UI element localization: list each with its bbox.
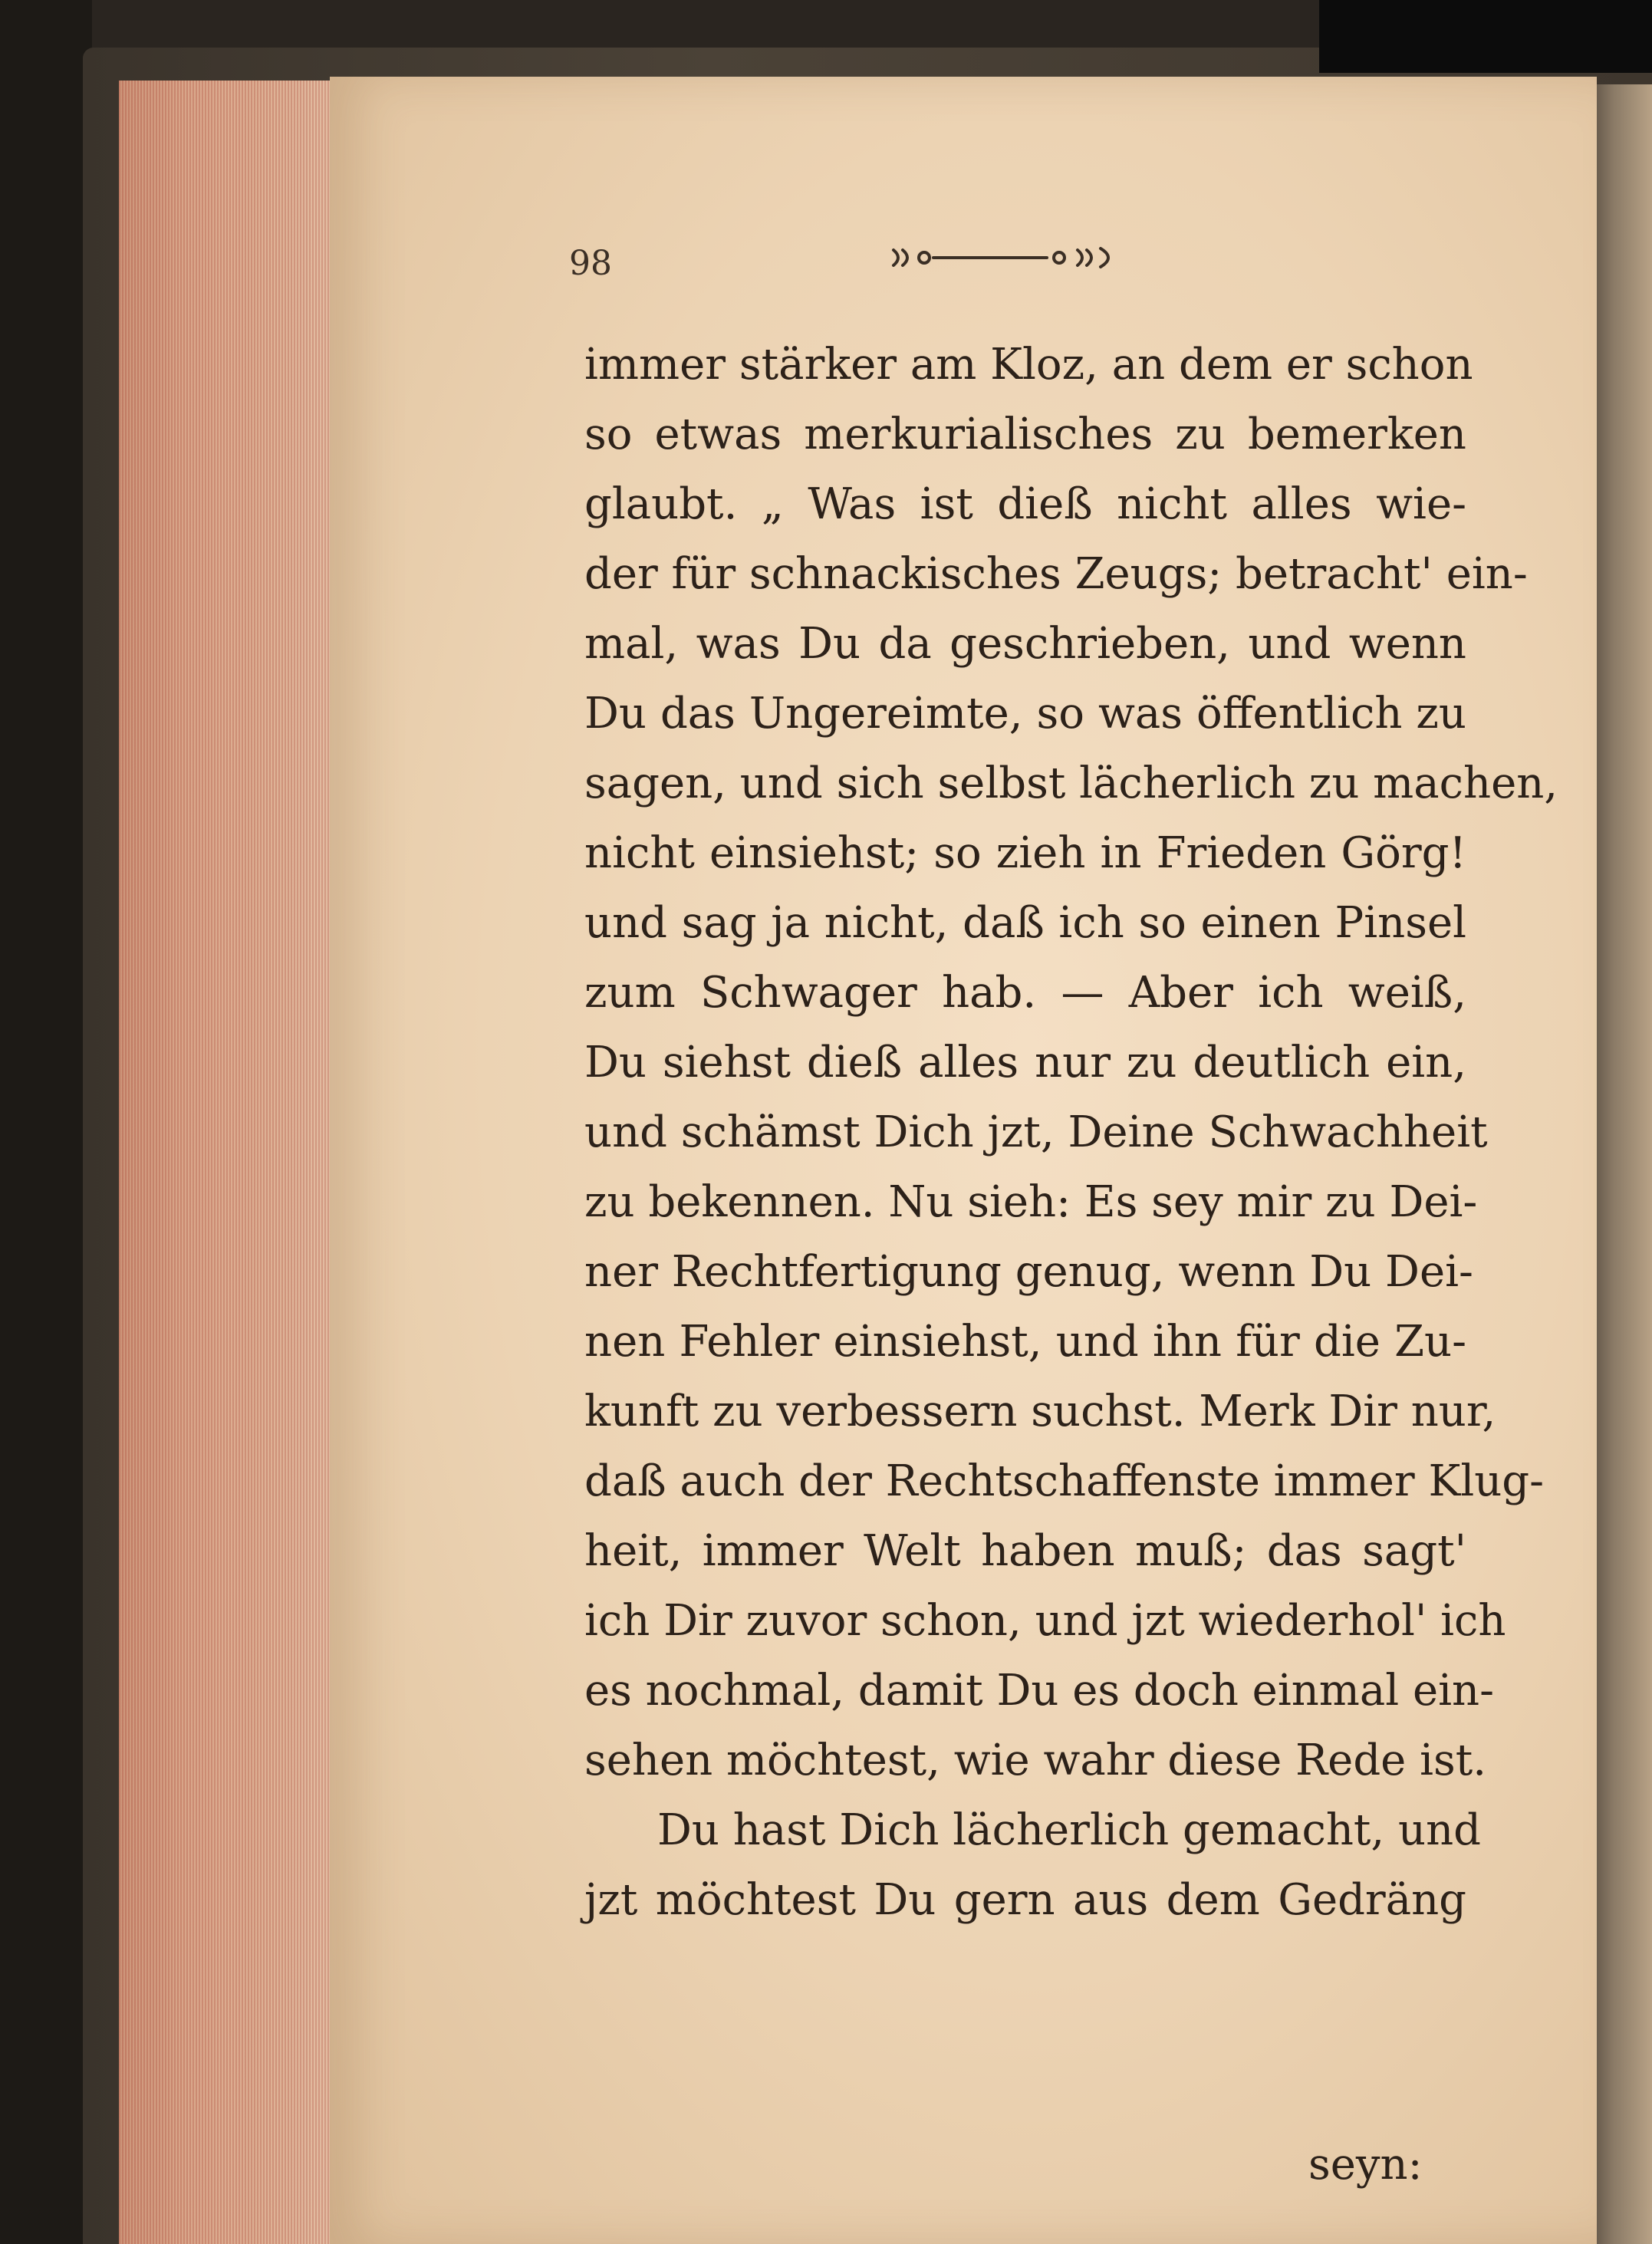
text-line: glaubt. „ Was ist dieß nicht alles wie- xyxy=(584,479,1466,529)
text-line: Du hast Dich lächerlich gemacht, und xyxy=(657,1805,1481,1855)
text-line: zu bekennen. Nu sieh: Es sey mir zu Dei- xyxy=(584,1177,1478,1227)
text-line: nen Fehler einsiehst, und ihn für die Zu- xyxy=(584,1317,1466,1367)
text-line: immer stärker am Kloz, an dem er schon xyxy=(584,340,1473,390)
text-line: und sag ja nicht, daß ich so einen Pinsel xyxy=(584,898,1466,948)
background-corner xyxy=(1319,0,1652,73)
text-line: der für schnackisches Zeugs; betracht' ein- xyxy=(584,549,1528,599)
text-line: ich Dir zuvor schon, und jzt wiederhol' ich xyxy=(584,1596,1506,1646)
background xyxy=(0,0,92,2244)
text-line: Du das Ungereimte, so was öffentlich zu xyxy=(584,689,1466,739)
text-line: kunft zu verbessern suchst. Merk Dir nur, xyxy=(584,1387,1496,1436)
text-line: Du siehst dieß alles nur zu deutlich ein, xyxy=(584,1038,1466,1087)
text-line: zum Schwager hab. — Aber ich weiß, xyxy=(584,968,1466,1018)
catchword: seyn: xyxy=(1308,2140,1423,2190)
text-line: sagen, und sich selbst lächerlich zu machen, xyxy=(584,758,1558,808)
text-line: so etwas merkurialisches zu bemerken xyxy=(584,410,1466,459)
text-line: jzt möchtest Du gern aus dem Gedräng xyxy=(584,1875,1466,1925)
page-edges xyxy=(119,81,337,2244)
facing-page-edge xyxy=(1597,84,1652,2244)
text-line: mal, was Du da geschrieben, und wenn xyxy=(584,619,1466,669)
text-line: ner Rechtfertigung genug, wenn Du Dei- xyxy=(584,1247,1473,1297)
header-ornament xyxy=(886,233,1131,282)
text-line: und schämst Dich jzt, Deine Schwachheit xyxy=(584,1107,1488,1157)
page-number: 98 xyxy=(569,244,612,283)
body-text xyxy=(584,330,1558,1935)
text-line: daß auch der Rechtschaffenste immer Klug- xyxy=(584,1456,1545,1506)
text-line: heit, immer Welt haben muß; das sagt' xyxy=(584,1526,1466,1576)
text-line: sehen möchtest, wie wahr diese Rede ist. xyxy=(584,1736,1487,1785)
text-line: nicht einsiehst; so zieh in Frieden Görg! xyxy=(584,828,1466,878)
text-line: es nochmal, damit Du es doch einmal ein- xyxy=(584,1666,1495,1716)
